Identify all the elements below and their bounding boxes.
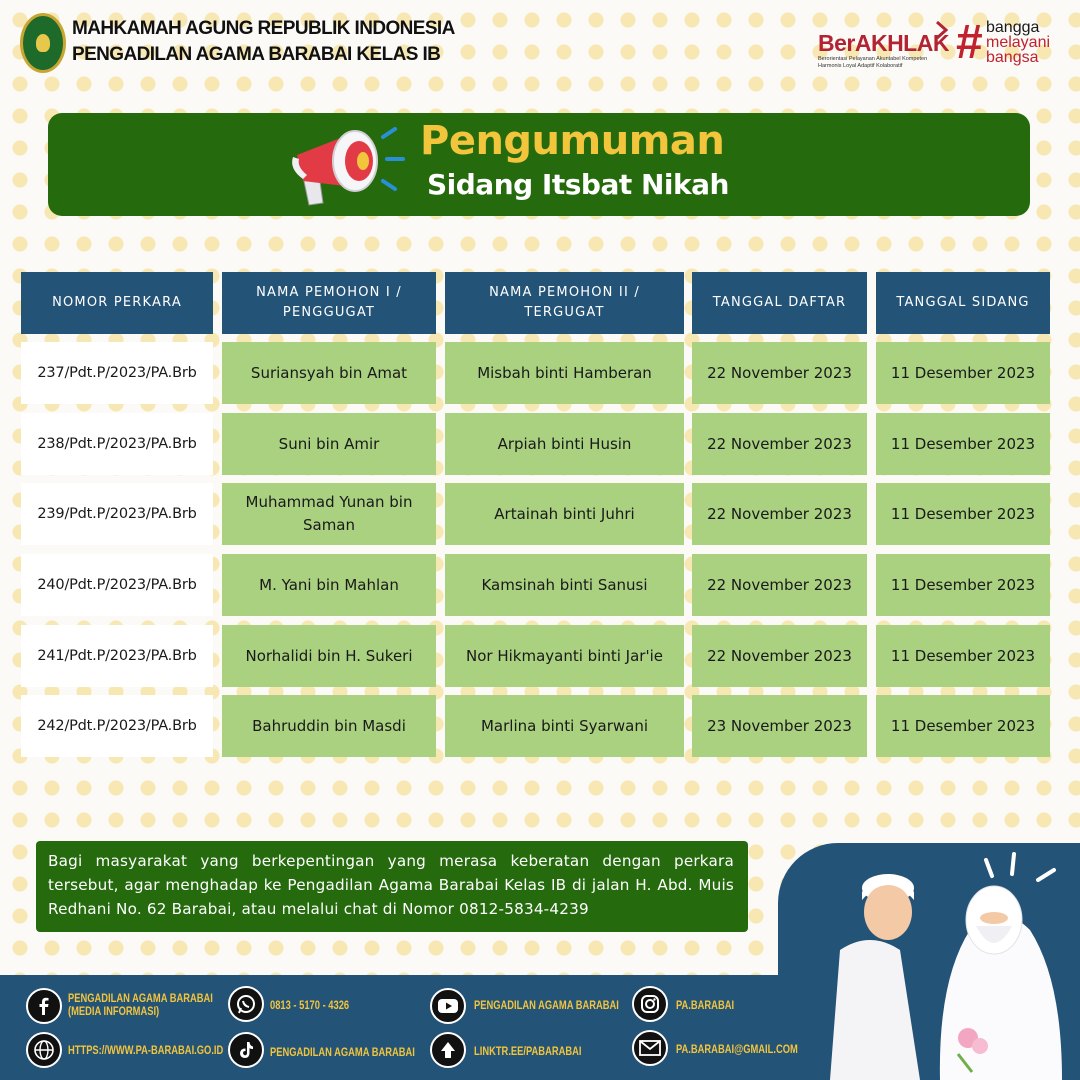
- linktree-label: LINKTR.EE/PABARABAI: [474, 1044, 582, 1058]
- cell-hearing-date: 11 Desember 2023: [876, 483, 1050, 545]
- institution-line-1: MAHKAMAH AGUNG REPUBLIK INDONESIA: [72, 18, 455, 39]
- cell-registration-date: 23 November 2023: [692, 695, 867, 757]
- cell-case-number: 239/Pdt.P/2023/PA.Brb: [21, 483, 213, 545]
- cell-applicant-2: Marlina binti Syarwani: [445, 695, 684, 757]
- bangga-line-1: bangga: [986, 19, 1040, 36]
- notice-box: Bagi masyarakat yang berkepentingan yang merasa keberatan dengan perkara tersebut, agar menghadap ke Pengadilan Agama Barabai Kelas IB di jalan H. Abd. Muis Redhani No. 62 Barabai, atau melalui chat di Nomor 0812-5834-4239: [36, 841, 748, 932]
- berakhlak-tagline: Berorientasi Pelayanan Akuntabel Kompeten Harmonis Loyal Adaptif Kolaboratif: [818, 56, 928, 69]
- facebook-icon[interactable]: [26, 988, 62, 1024]
- cell-applicant-1: Suni bin Amir: [222, 413, 436, 475]
- megaphone-icon: [283, 115, 413, 215]
- column-header-tanggal-sidang: TANGGAL SIDANG: [876, 272, 1050, 334]
- cell-applicant-1: Bahruddin bin Masdi: [222, 695, 436, 757]
- tiktok-label: PENGADILAN AGAMA BARABAI: [270, 1045, 415, 1059]
- cell-case-number: 241/Pdt.P/2023/PA.Brb: [21, 625, 213, 687]
- cell-applicant-2: Nor Hikmayanti binti Jar'ie: [445, 625, 684, 687]
- website-label: HTTPS://WWW.PA-BARABAI.GO.ID: [68, 1043, 224, 1057]
- banner-title: Pengumuman: [420, 118, 725, 164]
- cell-applicant-2: Kamsinah binti Sanusi: [445, 554, 684, 616]
- cell-registration-date: 22 November 2023: [692, 625, 867, 687]
- institution-name: [72, 16, 455, 68]
- column-header-pemohon-2: NAMA PEMOHON II / TERGUGAT: [445, 272, 684, 334]
- mahkamah-agung-logo: [20, 13, 66, 73]
- cell-registration-date: 22 November 2023: [692, 483, 867, 545]
- column-header-tanggal-daftar: TANGGAL DAFTAR: [692, 272, 867, 334]
- cell-applicant-2: Arpiah binti Husin: [445, 413, 684, 475]
- cell-case-number: 238/Pdt.P/2023/PA.Brb: [21, 413, 213, 475]
- institution-line-2: PENGADILAN AGAMA BARABAI KELAS IB: [72, 44, 441, 65]
- cell-registration-date: 22 November 2023: [692, 342, 867, 404]
- cell-hearing-date: 11 Desember 2023: [876, 413, 1050, 475]
- cell-applicant-1: Muhammad Yunan bin Saman: [222, 483, 436, 545]
- linktree-icon[interactable]: [430, 1032, 466, 1068]
- instagram-icon[interactable]: [632, 986, 668, 1022]
- column-header-nomor-perkara: NOMOR PERKARA: [21, 272, 213, 334]
- cell-applicant-1: Norhalidi bin H. Sukeri: [222, 625, 436, 687]
- cell-case-number: 237/Pdt.P/2023/PA.Brb: [21, 342, 213, 404]
- cell-applicant-1: M. Yani bin Mahlan: [222, 554, 436, 616]
- cell-hearing-date: 11 Desember 2023: [876, 625, 1050, 687]
- tiktok-icon[interactable]: [228, 1032, 264, 1068]
- whatsapp-icon[interactable]: [228, 986, 264, 1022]
- globe-icon[interactable]: [26, 1032, 62, 1068]
- facebook-label-line-2: (MEDIA INFORMASI): [68, 1004, 160, 1018]
- bangga-line-3: bangsa: [986, 49, 1039, 66]
- cell-case-number: 240/Pdt.P/2023/PA.Brb: [21, 554, 213, 616]
- email-icon[interactable]: [632, 1030, 668, 1066]
- chevron-right-icon: [934, 20, 950, 40]
- cell-applicant-2: Artainah binti Juhri: [445, 483, 684, 545]
- column-header-pemohon-1: NAMA PEMOHON I / PENGGUGAT: [222, 272, 436, 334]
- whatsapp-label: 0813 - 5170 - 4326: [270, 998, 350, 1012]
- cell-hearing-date: 11 Desember 2023: [876, 695, 1050, 757]
- youtube-icon[interactable]: [430, 988, 466, 1024]
- bangga-text: [986, 20, 1080, 65]
- cell-hearing-date: 11 Desember 2023: [876, 554, 1050, 616]
- cell-registration-date: 22 November 2023: [692, 413, 867, 475]
- couple-illustration: [800, 840, 1080, 1080]
- cell-case-number: 242/Pdt.P/2023/PA.Brb: [21, 695, 213, 757]
- youtube-label: PENGADILAN AGAMA BARABAI: [474, 998, 619, 1012]
- email-label: PA.BARABAI@GMAIL.COM: [676, 1042, 798, 1056]
- cell-hearing-date: 11 Desember 2023: [876, 342, 1050, 404]
- banner-subtitle: Sidang Itsbat Nikah: [427, 168, 729, 201]
- facebook-label-line-1: PENGADILAN AGAMA BARABAI: [68, 991, 213, 1005]
- instagram-label: PA.BARABAI: [676, 998, 735, 1012]
- bangga-line-2: melayani: [986, 34, 1051, 51]
- cell-applicant-1: Suriansyah bin Amat: [222, 342, 436, 404]
- berakhlak-title: BerAKHLAK: [818, 30, 949, 56]
- cell-applicant-2: Misbah binti Hamberan: [445, 342, 684, 404]
- cell-registration-date: 22 November 2023: [692, 554, 867, 616]
- hashtag-glyph: #: [956, 16, 983, 69]
